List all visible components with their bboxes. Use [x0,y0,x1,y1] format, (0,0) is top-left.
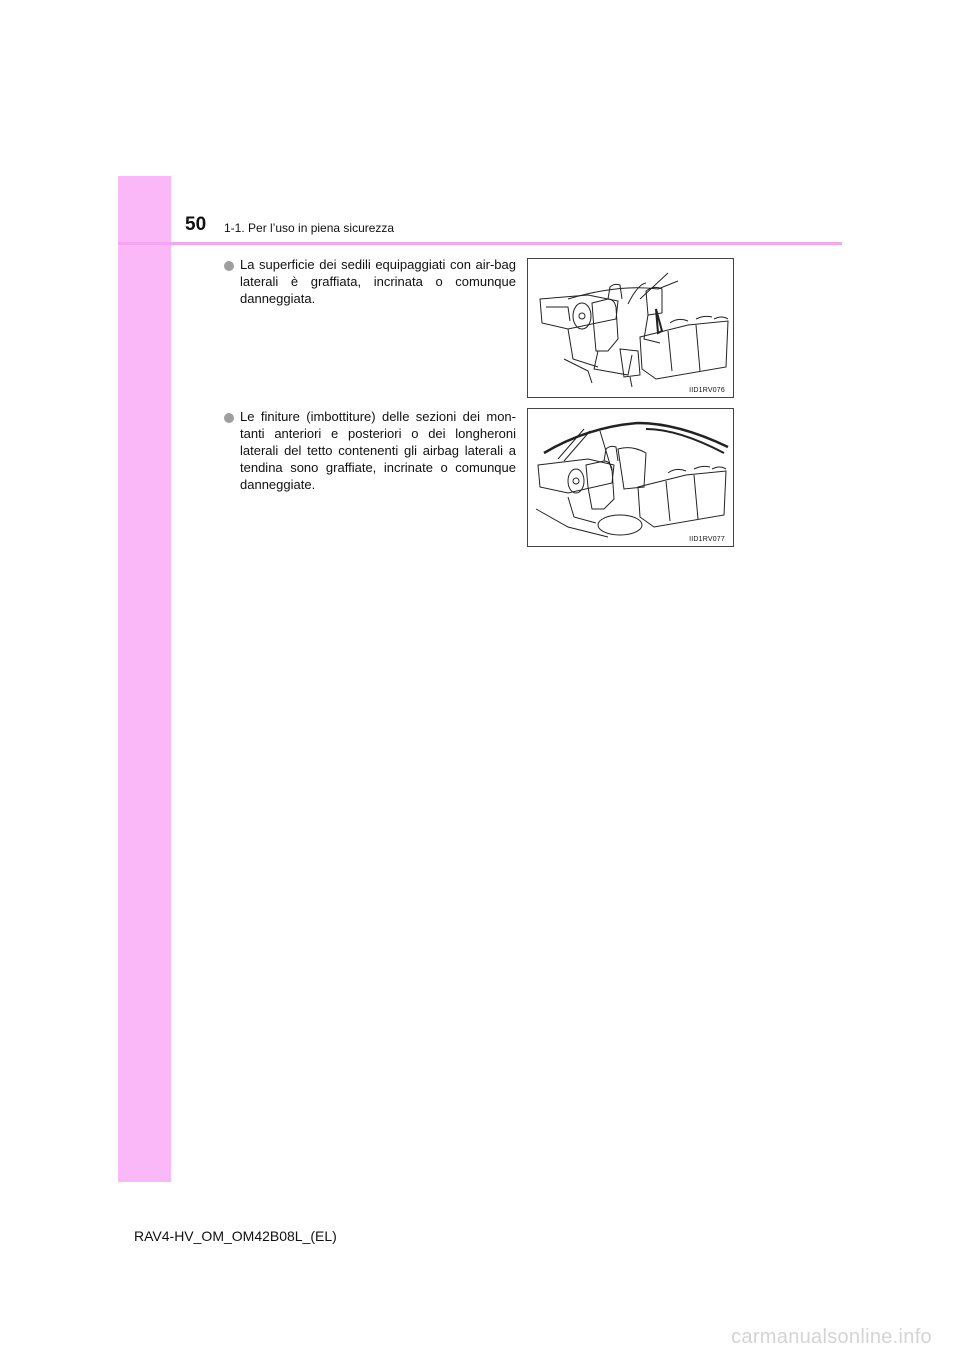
watermark: carmanualsonline.info [731,1326,932,1348]
section-title: 1-1. Per l’uso in piena sicurezza [224,221,395,235]
bullet-text: Le finiture (imbottiture) delle sezioni dei mon-tanti anteriori e posteriori o dei longheroni laterali del tetto contenenti gli airbag laterali a tendina sono graffiate, incrinate o comunque danneggiate. [240,409,516,492]
header-rule [118,242,842,245]
figure-curtain-airbag-trim [527,408,734,547]
figure-side-airbag-seats [527,258,734,398]
figure-code: IID1RV076 [689,387,725,394]
bullet-icon [224,261,234,271]
page-number: 50 [185,214,207,235]
bullet-icon [224,413,234,423]
bullet-text: La superficie dei sedili equipaggiati con air-bag laterali è graffiata, incrinata o comunque danneggiata. [240,257,516,306]
car-interior-roof-rail-illustration [528,409,733,546]
figure-code: IID1RV077 [689,536,725,543]
bullet-item-curtain-airbag [224,408,516,493]
bullet-item-seat-airbag [224,256,516,307]
car-interior-seats-illustration [528,259,733,397]
side-tab-band [118,176,171,1182]
document-code: RAV4-HV_OM_OM42B08L_(EL) [134,1228,337,1244]
